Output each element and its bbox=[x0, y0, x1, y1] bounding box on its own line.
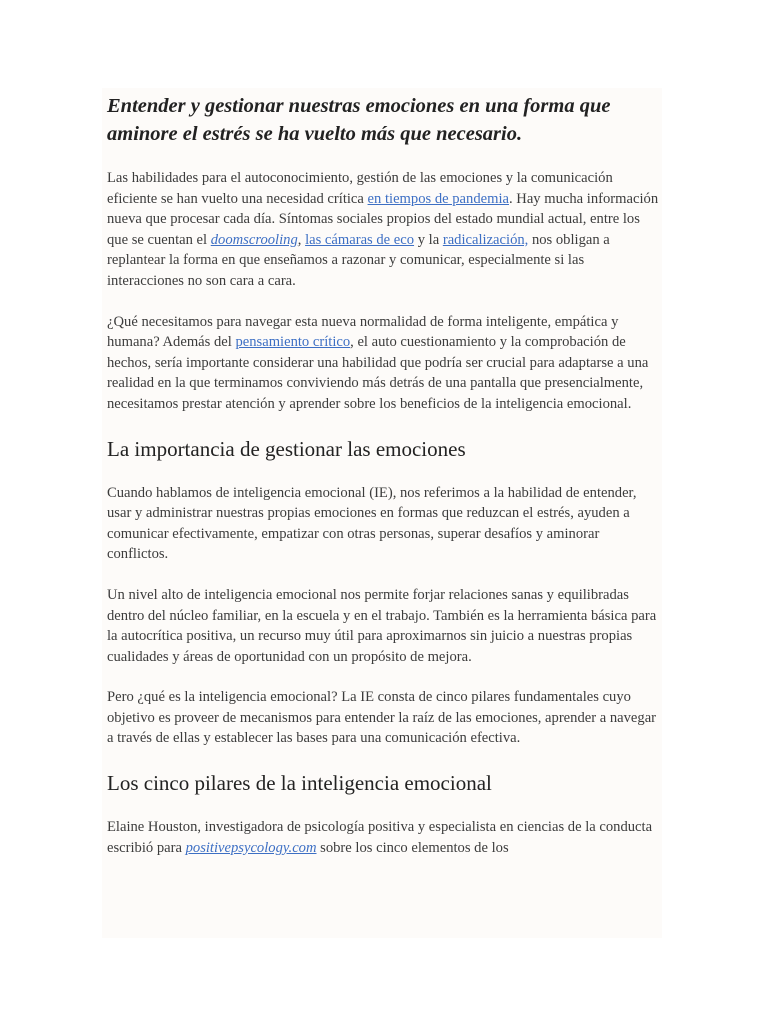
paragraph-text: , bbox=[297, 231, 306, 248]
paragraph-text: y la bbox=[414, 231, 443, 248]
link-pandemia[interactable]: en tiempos de pandemia bbox=[367, 190, 509, 207]
paragraph-intro bbox=[107, 168, 663, 292]
paragraph-text: Elaine Houston, investigadora de psicología positiva y especialista en ciencias de la conducta escribió para bbox=[107, 819, 653, 856]
article-title: Entender y gestionar nuestras emociones en una forma que aminore el estrés se ha vuelto más que necesario. bbox=[107, 95, 611, 145]
article-body bbox=[107, 92, 663, 878]
paragraph-houston bbox=[107, 817, 663, 858]
section-heading-importancia: La importancia de gestionar las emociones bbox=[107, 436, 466, 461]
link-camaras-de-eco[interactable]: las cámaras de eco bbox=[305, 231, 415, 248]
link-positivepsychology[interactable]: positivepsycology.com bbox=[185, 839, 317, 856]
link-pensamiento-critico[interactable]: pensamiento crítico bbox=[235, 334, 351, 351]
paragraph-ie-benefits: Un nivel alto de inteligencia emocional nos permite forjar relaciones sanas y equilibradas dentro del núcleo familiar, en la escuela y en el trabajo. También es la herramienta básica para la autocrítica positiva, un recurso muy útil para aproximarnos sin juicio a nuestras propias cualidades y áreas de oportunidad con un propósito de mejora. bbox=[107, 586, 657, 665]
link-radicalizacion[interactable]: radicalización, bbox=[442, 231, 529, 248]
paragraph-text: ¿Qué necesitamos para navegar esta nueva normalidad de forma inteligente, empática y humana? Además del bbox=[107, 313, 619, 351]
paragraph-ie-definition: Cuando hablamos de inteligencia emocional (IE), nos referimos a la habilidad de entender, usar y administrar nuestras propias emociones en formas que reduzcan el estrés, ayuden a comunicar efectivamente, empatizar con otras personas, superar desafíos y aminorar conflictos. bbox=[107, 484, 637, 563]
paragraph-text: . Hay mucha información nueva que procesar cada día. Síntomas sociales propios del estado mundial actual, entre los que se cuentan el bbox=[107, 190, 659, 248]
paragraph-text: Las habilidades para el autoconocimiento, gestión de las emociones y la comunicación eficiente se han vuelto una necesidad crítica bbox=[107, 170, 613, 207]
link-doomscrooling[interactable]: doomscrooling bbox=[210, 231, 298, 248]
paragraph-question bbox=[107, 312, 663, 415]
paragraph-text: nos obligan a replantear la forma en que enseñamos a razonar y comunicar, especialmente si las interacciones no son cara a cara. bbox=[107, 231, 610, 289]
paragraph-text: , el auto cuestionamiento y la comprobación de hechos, sería importante considerar una habilidad que podría ser crucial para adaptarse a una realidad en la que terminamos conviviendo más detrás de una pantalla que presencialmente, necesitamos prestar atención y aprender sobre los beneficios de la inteligencia emocional. bbox=[107, 334, 649, 412]
paragraph-text: sobre los cinco elementos de los bbox=[316, 839, 509, 856]
section-heading-pilares: Los cinco pilares de la inteligencia emocional bbox=[107, 771, 492, 796]
paragraph-ie-question: Pero ¿qué es la inteligencia emocional? La IE consta de cinco pilares fundamentales cuyo objetivo es proveer de mecanismos para entender la raíz de las emociones, aprender a navegar a través de ellas y establecer las bases para una comunicación efectiva. bbox=[107, 689, 657, 747]
